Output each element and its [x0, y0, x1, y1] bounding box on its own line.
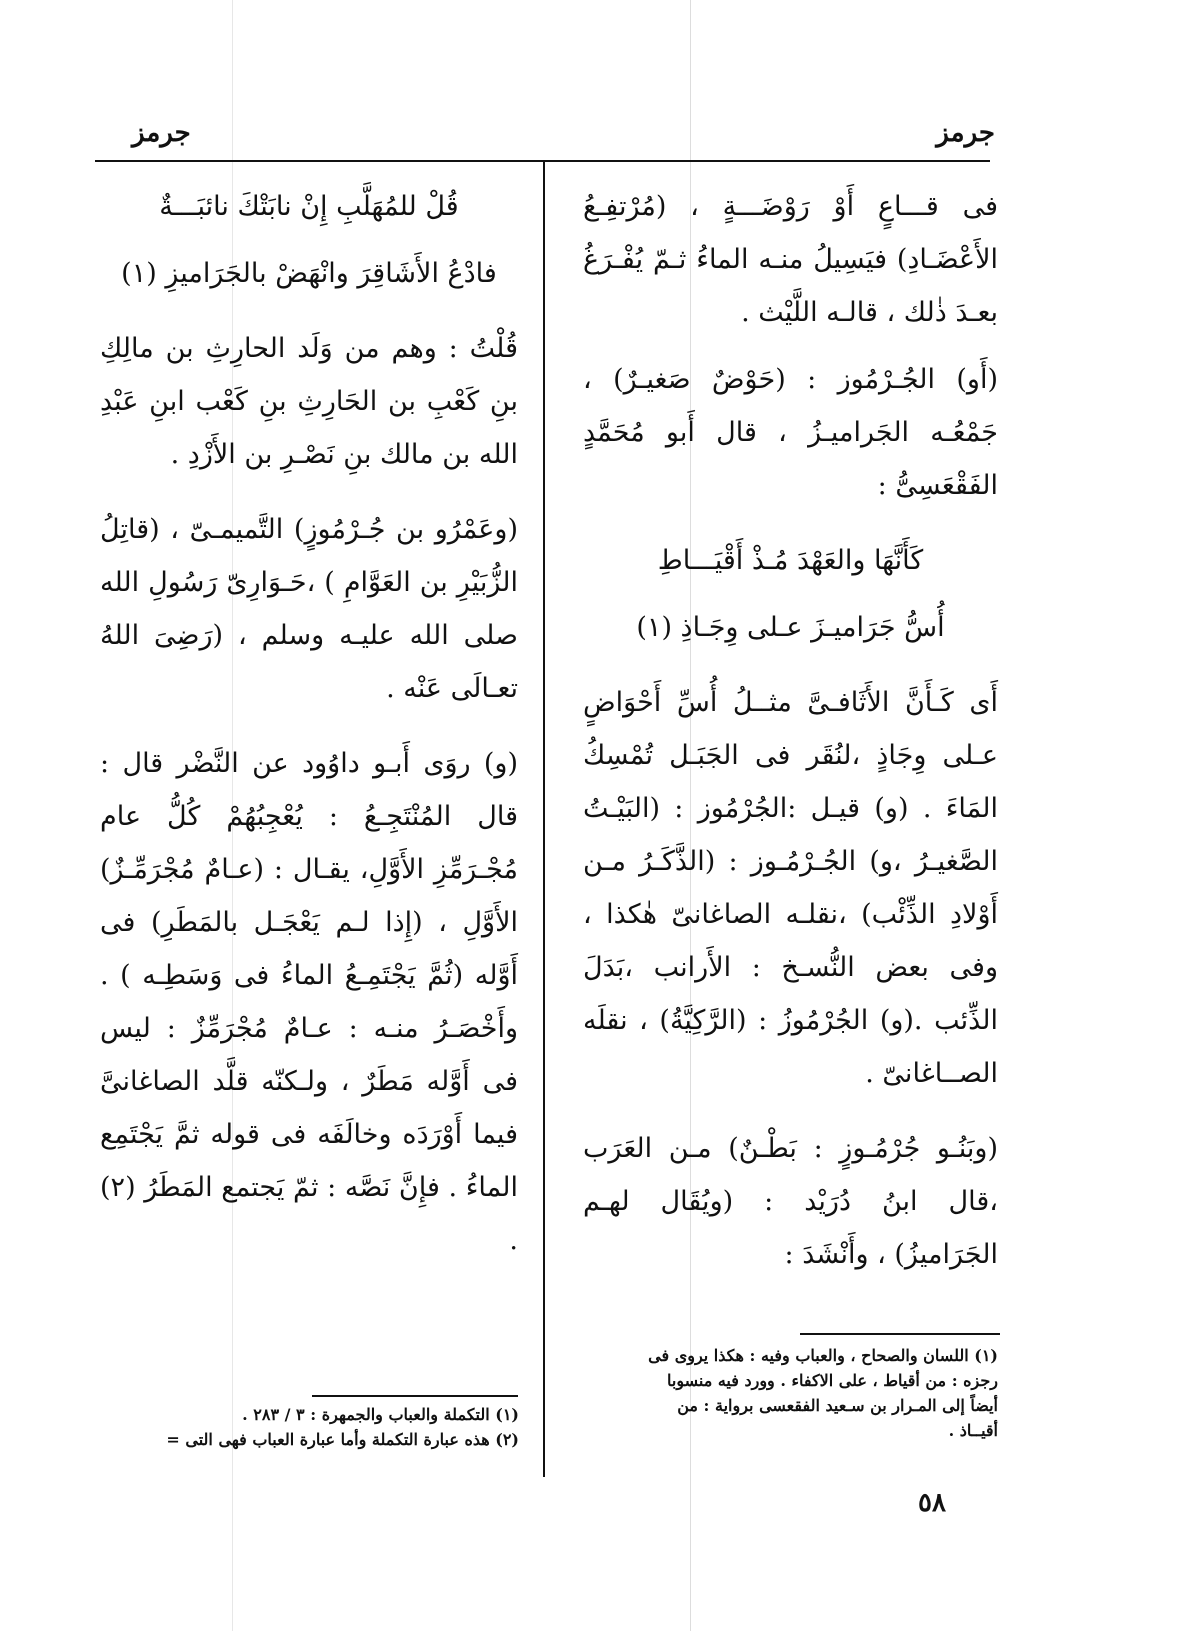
paragraph: (وبَنُـو جُرْمُـوزٍ : بَطْـنٌ) مـن العَرَب ،قال ابنُ دُرَيْد : (ويُقَال لهـم الجَرَاميزُ) ، وأَنْشَدَ : [583, 1133, 998, 1270]
paragraph: (وعَمْرُو بن جُـرْمُوزٍ) التَّميمـىّ ، (قاتِلُ الزُّبَيْرِ بن العَوَّامِ ) ،حَـوَارِىّ رَسُولِ الله صلى الله عليـه وسلم ، (رَضِىَ اللهُ تعـالَى عَنْه . [100, 514, 518, 704]
paragraph: (أَو) الجُـرْمُوز : (حَوْضٌ صَغيـرٌ) ، جَمْعُـه الجَراميـزُ ، قال أَبو مُحَمَّدٍ الفَقْعَسِىُّ : [583, 364, 998, 501]
header-keyword-right: جرمز [936, 118, 995, 148]
footnote-line: رجزه : من أقياط ، على الاكفاء . وورد فيه منسوبا [667, 1371, 998, 1390]
verse-line: أُسُّ جَرَاميـزَ عـلى وِجَـاذِ (١) [636, 612, 945, 643]
verse-line: فادْعُ الأَشَاقِرَ وانْهَضْ بالجَرَاميزِ (١) [121, 258, 497, 289]
header-keyword-left: جرمز [132, 118, 191, 148]
footnote-rule [800, 1333, 1000, 1335]
column-divider [543, 162, 545, 1477]
footnote-line: أيضاً إلى المـرار بن سـعيد الفقعسى برواية : من [677, 1396, 998, 1415]
footnote-line: أقيــاذ . [948, 1421, 998, 1440]
footnote-rule [312, 1395, 518, 1397]
left-column [100, 180, 518, 1281]
verse-line: كَأَنَّهَا والعَهْدَ مُـذْ أَقْيَـــاطِ [657, 545, 924, 576]
footnote-line: (١) التكملة والعباب والجمهرة : ٣ / ٢٨٣ . [242, 1405, 519, 1424]
footnotes-right [588, 1343, 998, 1443]
paragraph: قُلْتُ : وهم من وَلَد الحارِثِ بن مالِكِ بنِ كَعْبِ بن الحَارِثِ بنِ كَعْب ابنِ عَبْدِ الله بن مالك بنِ نَصْـرِ بن الأَزْدِ . [100, 333, 518, 470]
paragraph: فى قـــاعٍ أَوْ رَوْضَـــةٍ ، (مُرْتفِـعُ الأَعْضَـادِ) فيَسِيلُ منـه الماءُ ثـمّ يُفْـرَغُ بعـدَ ذٰلك ، قالـه اللَّيْث . [583, 191, 998, 328]
paragraph: أَى كَـأَنَّ الأَثَافـىَّ مثــلُ أُسِّ أَحْوَاضٍ عـلى وِجَاذٍ ،لنُقَر فى الجَبَـل تُمْسِكُ المَاءَ . (و) قيـل :الجُرْمُوز : (البَيْـتُ الصَّغيـرُ ،و) الجُـرْمُـوز : (الذَّكَـرُ مـن أَوْلادِ الذِّئْب) ،نقلـه الصاغانىّ هٰكذا ، وفى بعض النُّسـخ : الأَرانب ،بَدَلَ الذِّئب .(و) الجُرْمُوزُ : (الرَّكِيَّةُ) ، نقلَه الصــاغانىّ . [583, 687, 998, 1089]
paragraph: (و) روَى أَبـو داوُود عن النَّضْر قال : قال المُنْتَجِـعُ : يُعْجِبُهُمْ كُلُّ عام مُجْـرَمِّزِ الأَوَّلِ، يقـال : (عـامٌ مُجْرَمِّـزٌ) الأَوَّلِ ، (إِذا لـم يَعْجَـل بالمَطَرِ) فى أَوَّله (ثُمَّ يَجْتَمِـعُ الماءُ فى وَسَطِـه ) . وأَخْصَـرُ منـه : عـامٌ مُجْرَمِّزٌ : ليس فى أَوَّله مَطَرٌ ، ولـكنّه قلَّد الصاغانىَّ فيما أَوْرَدَه وخالَفَه فى قوله ثمَّ يَجْتَمِع الماءُ . فإِنَّ نَصَّه : ثمّ يَجتمع المَطَرُ (٢) . [100, 748, 518, 1256]
right-column [583, 180, 998, 1295]
footnotes-left [105, 1402, 519, 1452]
page-number: ٥٨ [918, 1488, 946, 1518]
verse-line: قُلْ للمُهَلَّبِ إِنْ نابَتْكَ نائبَـــةٌ [159, 191, 459, 222]
footnote-line: (٢) هذه عبارة التكملة وأما عبارة العباب فهى التى = [166, 1430, 519, 1449]
footnote-line: (١) اللسان والصحاح ، والعباب وفيه : هكذا يروى فى [648, 1346, 998, 1365]
